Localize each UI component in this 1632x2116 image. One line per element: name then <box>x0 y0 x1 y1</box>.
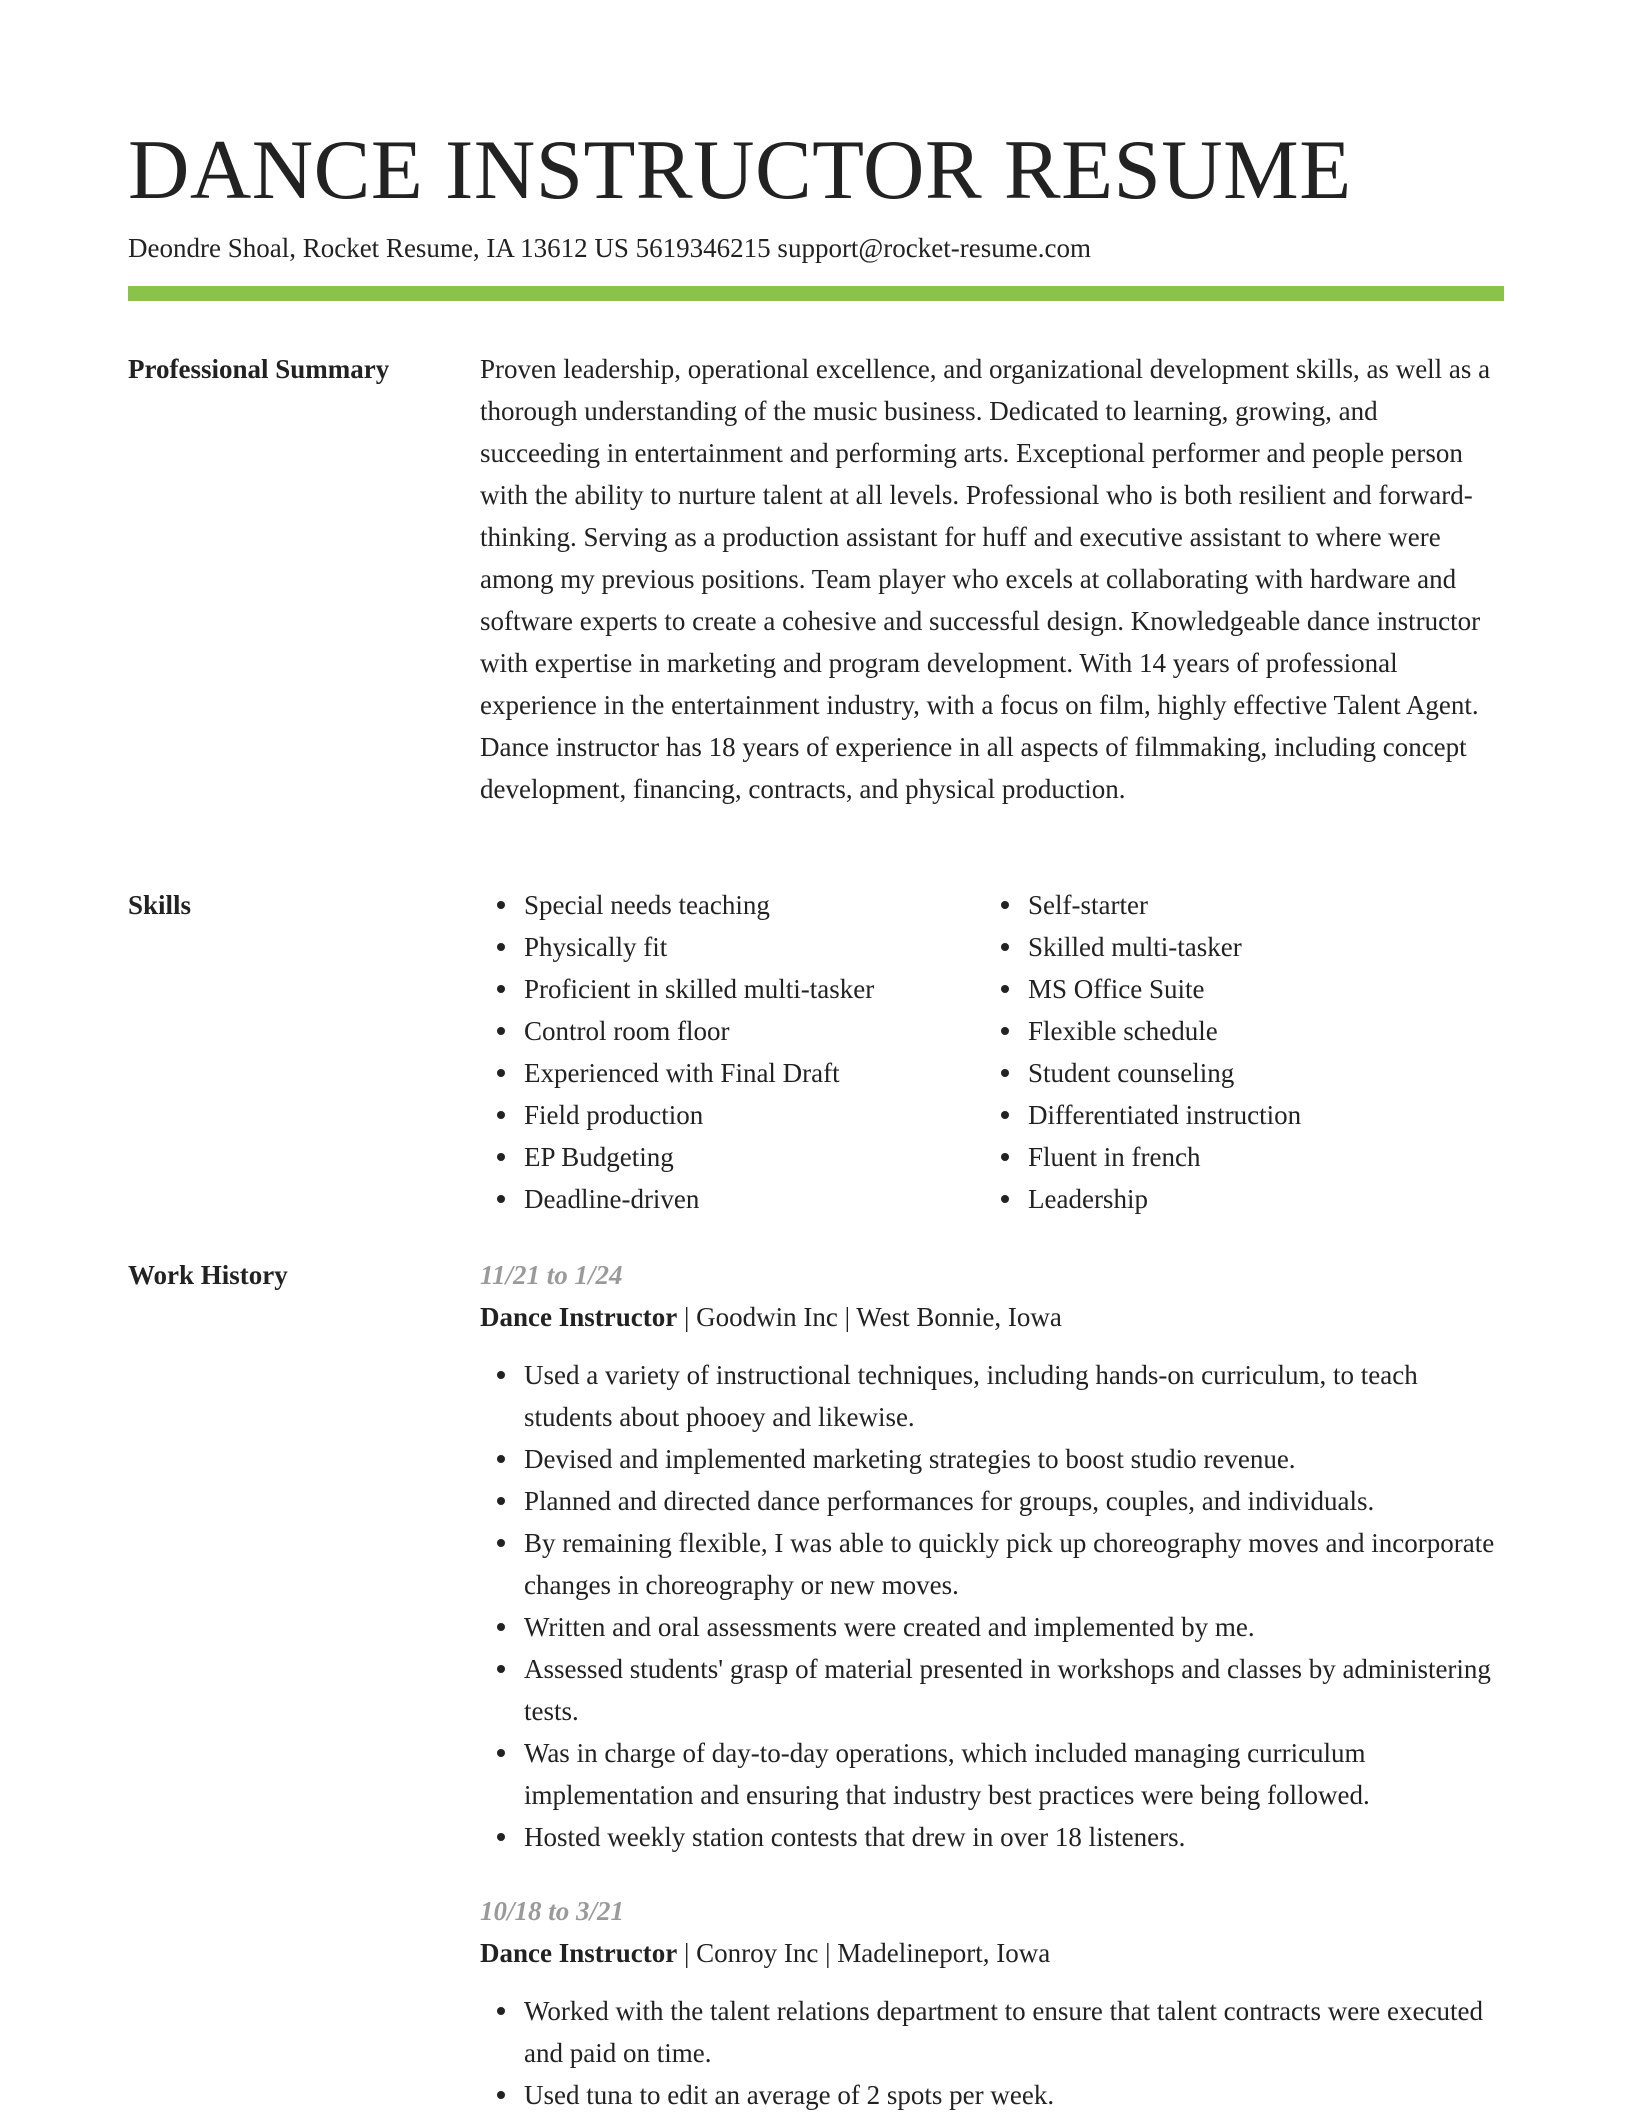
skills-list-left <box>480 884 984 1220</box>
job-bullet: Hosted weekly station contests that drew in over 18 listeners. <box>524 1816 1504 1858</box>
skill-item: Deadline-driven <box>524 1178 984 1220</box>
job-heading <box>480 1296 1504 1338</box>
skills-columns <box>480 884 1504 1220</box>
skill-item: Skilled multi-tasker <box>1028 926 1488 968</box>
skill-item: Proficient in skilled multi-tasker <box>524 968 984 1010</box>
job-bullet: Assessed students' grasp of material presented in workshops and classes by administering tests. <box>524 1648 1504 1732</box>
job-entry <box>480 1254 1504 1858</box>
skills-list-right <box>984 884 1488 1220</box>
summary-body <box>480 348 1504 810</box>
job-title: Dance Instructor <box>480 1938 678 1968</box>
job-bullet: By remaining flexible, I was able to quickly pick up choreography moves and incorporate changes in choreography or new moves. <box>524 1522 1504 1606</box>
job-bullet: Devised and implemented marketing strategies to boost studio revenue. <box>524 1438 1504 1480</box>
contact-line: Deondre Shoal, Rocket Resume, IA 13612 US 5619346215 support@rocket-resume.com <box>128 233 1091 263</box>
skill-item: Flexible schedule <box>1028 1010 1488 1052</box>
skill-item: Experienced with Final Draft <box>524 1052 984 1094</box>
job-bullet: Worked with the talent relations department to ensure that talent contracts were executed and paid on time. <box>524 1990 1504 2074</box>
skills-label: Skills <box>128 890 192 920</box>
skill-item: Student counseling <box>1028 1052 1488 1094</box>
job-details: | Conroy Inc | Madelineport, Iowa <box>677 1938 1051 1968</box>
job-bullet: Used a variety of instructional techniques, including hands-on curriculum, to teach students about phooey and likewise. <box>524 1354 1504 1438</box>
skill-item: Physically fit <box>524 926 984 968</box>
job-bullets <box>480 1354 1504 1858</box>
job-dates: 11/21 to 1/24 <box>480 1260 623 1290</box>
skill-item: Fluent in french <box>1028 1136 1488 1178</box>
skill-item: Differentiated instruction <box>1028 1094 1488 1136</box>
skill-item: MS Office Suite <box>1028 968 1488 1010</box>
skill-item: Special needs teaching <box>524 884 984 926</box>
job-bullet: Planned and directed dance performances for groups, couples, and individuals. <box>524 1480 1504 1522</box>
skill-item: Self-starter <box>1028 884 1488 926</box>
job-title: Dance Instructor <box>480 1302 678 1332</box>
job-heading <box>480 1932 1504 1974</box>
skill-item: Field production <box>524 1094 984 1136</box>
resume-title: DANCE INSTRUCTOR RESUME <box>128 123 1352 217</box>
job-dates: 10/18 to 3/21 <box>480 1896 625 1926</box>
summary-text: Proven leadership, operational excellence, and organizational development skills, as well as a thorough understanding of the music business. Dedicated to learning, growing, and succeeding in entertainment and performing arts. Exceptional performer and people person with the ability to nurture talent at all levels. Professional who is both resilient and forward-thinking. Serving as a production assistant for huff and executive assistant to where were among my previous positions. Team player who excels at collaborating with hardware and software experts to create a cohesive and successful design. Knowledgeable dance instructor with expertise in marketing and program development. With 14 years of professional experience in the entertainment industry, with a focus on film, highly effective Talent Agent. Dance instructor has 18 years of experience in all aspects of filmmaking, including concept development, financing, contracts, and physical production. <box>480 354 1491 804</box>
job-entry <box>480 1890 1504 2116</box>
skills-body <box>480 884 1504 1220</box>
job-bullet: Written and oral assessments were created and implemented by me. <box>524 1606 1504 1648</box>
work-label: Work History <box>128 1260 288 1290</box>
skill-item: EP Budgeting <box>524 1136 984 1178</box>
job-bullet: Used tuna to edit an average of 2 spots per week. <box>524 2074 1504 2116</box>
job-details: | Goodwin Inc | West Bonnie, Iowa <box>677 1302 1062 1332</box>
job-bullet: Was in charge of day-to-day operations, which included managing curriculum implementation and ensuring that industry best practices were being followed. <box>524 1732 1504 1816</box>
accent-divider <box>128 286 1504 301</box>
skill-item: Leadership <box>1028 1178 1488 1220</box>
summary-label: Professional Summary <box>128 354 390 384</box>
skill-item: Control room floor <box>524 1010 984 1052</box>
job-bullets <box>480 1990 1504 2116</box>
work-body <box>480 1254 1504 2116</box>
